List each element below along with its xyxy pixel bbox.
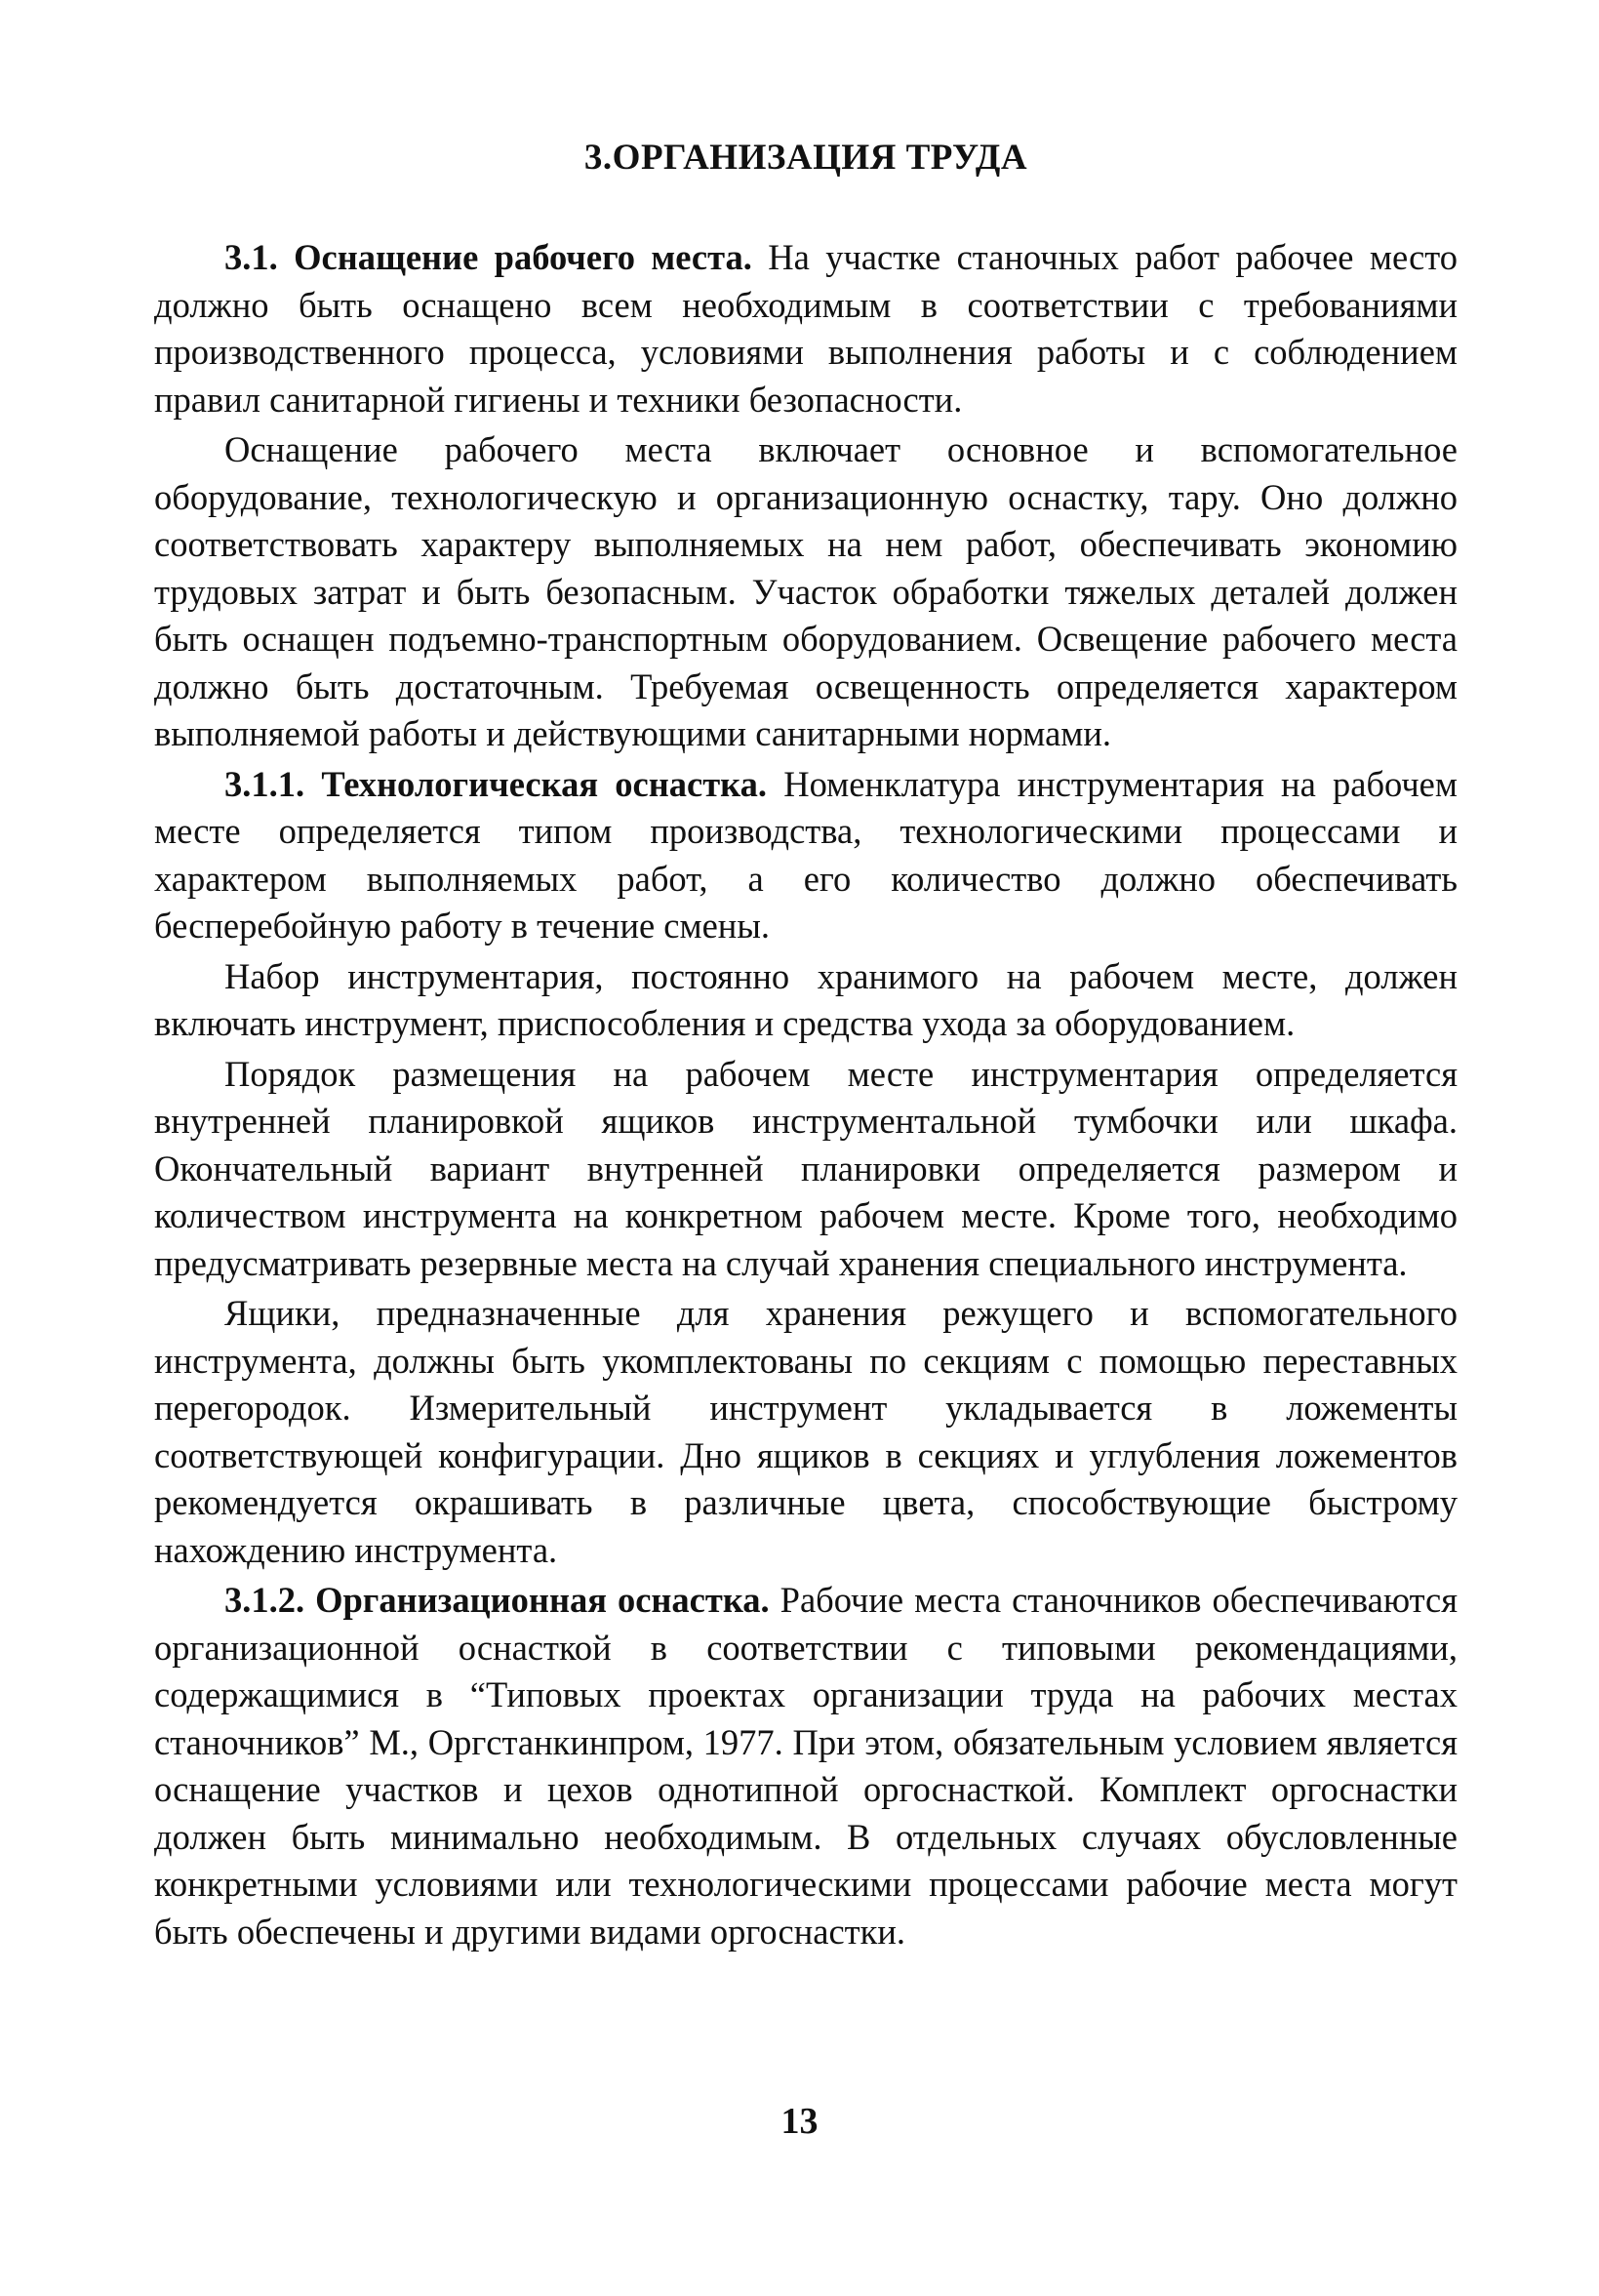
paragraph-heading: 3.1. Оснащение рабочего места.: [224, 237, 752, 277]
page-content: [154, 135, 1458, 1958]
paragraph: [154, 1051, 1458, 1288]
paragraph-text: Набор инструментария, постоянно хранимого на рабочем месте, должен включать инструмент, приспособления и средства ухода за оборудованием.: [154, 955, 1458, 1043]
paragraph-text: Номенклатура инструментария на рабочем месте определяется типом производства, технологическими процессами и характером выполняемых работ, а его количество должно обеспечивать бесперебойную работу в течение смены.: [154, 763, 1458, 946]
paragraph-text: Рабочие места станочников обеспечиваются организационной оснасткой в соответствии с типовыми рекомендациями, содержащимися в “Типовых проектах организации труда на рабочих местах станочников” М., Оргстанкинпром, 1977. При этом, обязательным условием является оснащение участков и цехов однотипной оргоснасткой. Комплект оргоснастки должен быть минимально необходимым. В отдельных случаях обусловленные конкретными условиями или технологическими процессами рабочие места могут быть обеспечены и другими видами оргоснастки.: [154, 1580, 1458, 1952]
section-title: 3.ОРГАНИЗАЦИЯ ТРУДА: [583, 138, 1028, 178]
paragraph-text: Порядок размещения на рабочем месте инструментария определяется внутренней планировкой ящиков инструментальной тумбочки или шкафа. Окончательный вариант внутренней планировки определяется размером и количеством инструмента на конкретном рабочем месте. Кроме того, необходимо предусматривать резервные места на случай хранения специального инструмента.: [154, 1053, 1458, 1283]
paragraph: [154, 426, 1458, 758]
paragraph: [154, 1290, 1458, 1574]
paragraph: [154, 761, 1458, 950]
paragraph: [154, 953, 1458, 1048]
page-number: 13: [780, 2101, 819, 2142]
paragraph-heading: 3.1.1. Технологическая оснастка.: [224, 763, 768, 804]
paragraph: [154, 234, 1458, 423]
paragraph-text: На участке станочных работ рабочее место должно быть оснащено всем необходимым в соответствии с требованиями производственного процесса, условиями выполнения работы и с соблюдением правил санитарной гигиены и техники безопасности.: [154, 237, 1458, 420]
paragraph: [154, 1577, 1458, 1955]
paragraph-text: Ящики, предназначенные для хранения режущего и вспомогательного инструмента, должны быть укомплектованы по секциям с помощью переставных перегородок. Измерительный инструмент укладывается в ложементы соответствующей конфигурации. Дно ящиков в секциях и углубления ложементов рекомендуется окрашивать в различные цвета, способствующие быстрому нахождению инструмента.: [154, 1293, 1458, 1570]
paragraph-text: Оснащение рабочего места включает основное и вспомогательное оборудование, технологическую и организационную оснастку, тару. Оно должно соответствовать характеру выполняемых на нем работ, обеспечивать экономию трудовых затрат и быть безопасным. Участок обработки тяжелых деталей должен быть оснащен подъемно-транспортным оборудованием. Освещение рабочего места должно быть достаточным. Требуемая освещенность определяется характером выполняемой работы и действующими санитарными нормами.: [154, 429, 1458, 753]
paragraph-heading: 3.1.2. Организационная оснастка.: [224, 1580, 770, 1620]
